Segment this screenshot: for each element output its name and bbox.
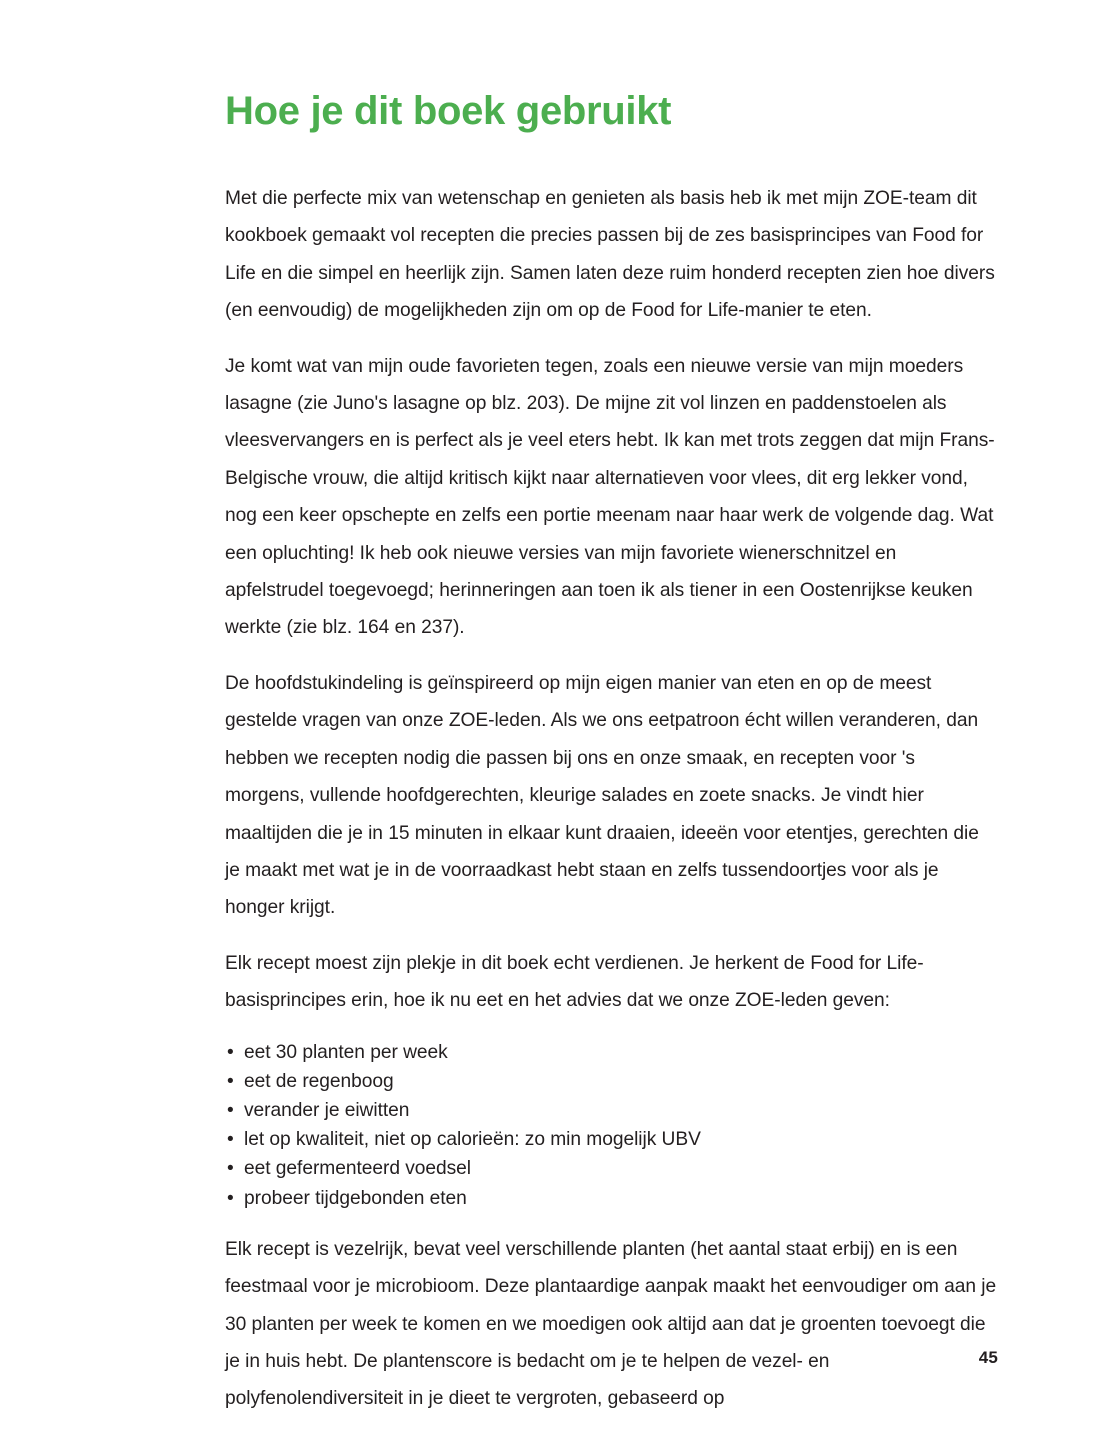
list-item-label: let op kwaliteit, niet op calorieën: zo min mogelijk UBV — [244, 1129, 701, 1151]
page-number: 45 — [978, 1348, 998, 1367]
bullet-dot-icon: • — [227, 1187, 234, 1209]
list-item — [225, 1184, 997, 1213]
list-item-label: probeer tijdgebonden eten — [244, 1187, 467, 1209]
paragraph-intro: Met die perfecte mix van wetenschap en genieten als basis heb ik met mijn ZOE-team dit kookboek gemaakt vol recepten die precies passen bij de zes basisprincipes van Food for Life en die simpel en heerlijk zijn. Samen laten deze ruim honderd recepten zien hoe divers (en eenvoudig) de mogelijkheden zijn om op de Food for Life-manier te eten. — [225, 188, 995, 322]
bullet-dot-icon: • — [227, 1041, 234, 1063]
bullet-dot-icon: • — [227, 1070, 234, 1092]
list-item-label: eet gefermenteerd voedsel — [244, 1158, 472, 1180]
bullet-dot-icon: • — [227, 1099, 234, 1121]
bullet-dot-icon: • — [227, 1129, 234, 1151]
paragraph-favorites: Je komt wat van mijn oude favorieten tegen, zoals een nieuwe versie van mijn moeders lasagne (zie Juno's lasagne op blz. 203). De mijne zit vol linzen en paddenstoelen als vleesvervangers en is perfect als je veel eters hebt. Ik kan met trots zeggen dat mijn Frans-Belgische vrouw, die altijd kritisch kijkt naar alternatieven voor vlees, dit erg lekker vond, nog een keer opschepte en zelfs een portie meenam naar haar werk de volgende dag. Wat een opluchting! Ik heb ook nieuwe versies van mijn favoriete wienerschnitzel en apfelstrudel toegevoegd; herinneringen aan toen ik als tiener in een Oostenrijkse keuken werkte (zie blz. 164 en 237). — [225, 355, 995, 639]
paragraph-fiber-closing: Elk recept is vezelrijk, bevat veel verschillende planten (het aantal staat erbij) en is een feestmaal voor je microbioom. Deze plantaardige aanpak maakt het eenvoudiger om aan je 30 planten per week te komen en we moedigen ook altijd aan dat je groenten toevoegt die je in huis hebt. De plantenscore is bedacht om je te helpen de vezel- en polyfenolendiversiteit in je dieet te vergroten, gebaseerd op — [225, 1238, 997, 1410]
list-item — [225, 1125, 997, 1154]
list-item — [225, 1067, 997, 1096]
paragraph-recipe-principles: Elk recept moest zijn plekje in dit boek echt verdienen. Je herkent de Food for Life-basisprincipes erin, hoe ik nu eet en het advies dat we onze ZOE-leden geven: — [225, 952, 924, 1012]
list-item — [225, 1038, 997, 1067]
paragraph-chapter-structure: De hoofdstukindeling is geïnspireerd op mijn eigen manier van eten en op de meest gestelde vragen van onze ZOE-leden. Als we ons eetpatroon écht willen veranderen, dan hebben we recepten nodig die passen bij ons en onze smaak, en recepten voor 's morgens, vullende hoofdgerechten, kleurige salades en zoete snacks. Je vindt hier maaltijden die je in 15 minuten in elkaar kunt draaien, ideeën voor etentjes, gerechten die je maakt met wat je in de voorraadkast hebt staan en zelfs tussendoortjes voor als je honger krijgt. — [225, 672, 979, 919]
list-item-label: verander je eiwitten — [244, 1099, 410, 1121]
list-item-label: eet 30 planten per week — [244, 1041, 448, 1063]
principles-list — [225, 1038, 997, 1213]
page-title: Hoe je dit boek gebruikt — [225, 89, 672, 133]
page-content — [225, 88, 997, 1436]
bullet-dot-icon: • — [227, 1158, 234, 1180]
list-item — [225, 1154, 997, 1183]
list-item — [225, 1096, 997, 1125]
list-item-label: eet de regenboog — [244, 1070, 394, 1092]
